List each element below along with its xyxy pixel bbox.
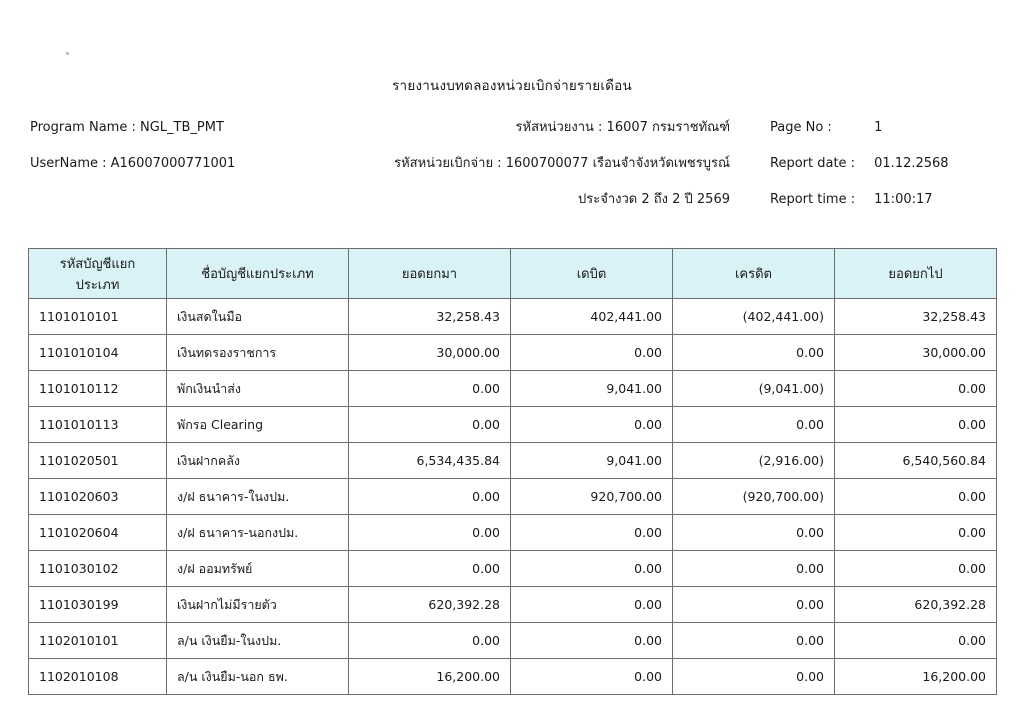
column-header-opening-balance: ยอดยกมา (349, 249, 511, 299)
cell-opening-balance: 0.00 (349, 371, 511, 407)
cell-account-code: 1102010101 (29, 623, 167, 659)
report-date-label: Report date : (770, 156, 856, 171)
cell-opening-balance: 30,000.00 (349, 335, 511, 371)
report-time-label: Report time : (770, 192, 856, 207)
cell-closing-balance: 16,200.00 (835, 659, 997, 695)
cell-credit: 0.00 (673, 623, 835, 659)
page-no-value: 1 (874, 120, 883, 135)
cell-closing-balance: 32,258.43 (835, 299, 997, 335)
period-line: ประจำงวด 2 ถึง 2 ปี 2569 (578, 192, 730, 207)
header-left-block (30, 110, 360, 182)
table-row (29, 659, 997, 695)
cell-account-name: พักรอ Clearing (167, 407, 349, 443)
cell-account-code: 1101030199 (29, 587, 167, 623)
page-speck (66, 52, 69, 55)
cell-account-code: 1101020603 (29, 479, 167, 515)
cell-debit: 920,700.00 (511, 479, 673, 515)
column-header-debit: เดบิต (511, 249, 673, 299)
username-row (30, 146, 360, 182)
report-date-value: 01.12.2568 (874, 156, 949, 171)
report-time-value: 11:00:17 (874, 192, 933, 207)
cell-opening-balance: 0.00 (349, 407, 511, 443)
header-right-block (770, 110, 1010, 218)
cell-account-name: พักเงินนำส่ง (167, 371, 349, 407)
cell-account-name: เงินฝากไม่มีรายตัว (167, 587, 349, 623)
table-row (29, 587, 997, 623)
column-header-account-code: รหัสบัญชีแยกประเภท (29, 249, 167, 299)
cell-debit: 0.00 (511, 407, 673, 443)
cell-closing-balance: 0.00 (835, 623, 997, 659)
table-row (29, 623, 997, 659)
table-row (29, 443, 997, 479)
cell-account-code: 1101030102 (29, 551, 167, 587)
program-name-value: NGL_TB_PMT (140, 120, 224, 135)
cell-closing-balance: 30,000.00 (835, 335, 997, 371)
cell-opening-balance: 0.00 (349, 479, 511, 515)
table-row (29, 515, 997, 551)
cell-credit: 0.00 (673, 659, 835, 695)
column-header-credit: เครดิต (673, 249, 835, 299)
cell-opening-balance: 32,258.43 (349, 299, 511, 335)
cell-account-name: ง/ฝ ธนาคาร-ในงปม. (167, 479, 349, 515)
cell-account-code: 1101020501 (29, 443, 167, 479)
cell-credit: (9,041.00) (673, 371, 835, 407)
cell-account-code: 1102010108 (29, 659, 167, 695)
cell-debit: 0.00 (511, 335, 673, 371)
cell-account-code: 1101010113 (29, 407, 167, 443)
cell-account-code: 1101020604 (29, 515, 167, 551)
program-name-row (30, 110, 360, 146)
cell-account-name: ล/น เงินยืม-ในงปม. (167, 623, 349, 659)
cell-debit: 402,441.00 (511, 299, 673, 335)
page-title: รายงานงบทดลองหน่วยเบิกจ่ายรายเดือน (392, 78, 632, 94)
table-header (29, 249, 997, 299)
cell-account-name: เงินทดรองราชการ (167, 335, 349, 371)
cell-debit: 0.00 (511, 515, 673, 551)
cell-credit: 0.00 (673, 587, 835, 623)
cell-opening-balance: 620,392.28 (349, 587, 511, 623)
cell-credit: (2,916.00) (673, 443, 835, 479)
table-body (29, 299, 997, 695)
report-header (0, 110, 1024, 220)
page-no-row (770, 110, 1010, 146)
cell-debit: 0.00 (511, 551, 673, 587)
cell-closing-balance: 0.00 (835, 515, 997, 551)
cell-account-name: เงินสดในมือ (167, 299, 349, 335)
username-label: UserName : (30, 156, 107, 171)
cell-credit: 0.00 (673, 335, 835, 371)
cell-opening-balance: 0.00 (349, 551, 511, 587)
cell-credit: (402,441.00) (673, 299, 835, 335)
column-header-closing-balance: ยอดยกไป (835, 249, 997, 299)
report-time-row (770, 182, 1010, 218)
cell-debit: 0.00 (511, 659, 673, 695)
table-row (29, 371, 997, 407)
cell-account-code: 1101010101 (29, 299, 167, 335)
cell-opening-balance: 0.00 (349, 515, 511, 551)
cell-credit: (920,700.00) (673, 479, 835, 515)
table-row (29, 551, 997, 587)
table-header-row (29, 249, 997, 299)
page-no-label: Page No : (770, 120, 832, 135)
cell-debit: 9,041.00 (511, 371, 673, 407)
cell-account-code: 1101010104 (29, 335, 167, 371)
column-header-account-name: ชื่อบัญชีแยกประเภท (167, 249, 349, 299)
username-value: A16007000771001 (110, 156, 236, 171)
cell-account-name: เงินฝากคลัง (167, 443, 349, 479)
cell-credit: 0.00 (673, 407, 835, 443)
cell-debit: 0.00 (511, 623, 673, 659)
cell-credit: 0.00 (673, 551, 835, 587)
cell-account-name: ล/น เงินยืม-นอก ธพ. (167, 659, 349, 695)
cell-opening-balance: 0.00 (349, 623, 511, 659)
cell-opening-balance: 16,200.00 (349, 659, 511, 695)
cell-account-code: 1101010112 (29, 371, 167, 407)
cell-credit: 0.00 (673, 515, 835, 551)
report-date-row (770, 146, 1010, 182)
program-name-label: Program Name : (30, 120, 136, 135)
cell-debit: 0.00 (511, 587, 673, 623)
cell-opening-balance: 6,534,435.84 (349, 443, 511, 479)
table-row (29, 479, 997, 515)
cell-closing-balance: 620,392.28 (835, 587, 997, 623)
header-center-block (330, 110, 730, 218)
agency-line: รหัสหน่วยงาน : 16007 กรมราชทัณฑ์ (515, 120, 730, 135)
cell-closing-balance: 0.00 (835, 371, 997, 407)
cell-closing-balance: 0.00 (835, 479, 997, 515)
table-row (29, 407, 997, 443)
cell-debit: 9,041.00 (511, 443, 673, 479)
cell-closing-balance: 6,540,560.84 (835, 443, 997, 479)
table-row (29, 299, 997, 335)
disbursing-unit-line: รหัสหน่วยเบิกจ่าย : 1600700077 เรือนจำจังหวัดเพชรบูรณ์ (394, 156, 730, 171)
cell-account-name: ง/ฝ ออมทรัพย์ (167, 551, 349, 587)
cell-closing-balance: 0.00 (835, 407, 997, 443)
cell-account-name: ง/ฝ ธนาคาร-นอกงปม. (167, 515, 349, 551)
trial-balance-table (28, 248, 997, 695)
cell-closing-balance: 0.00 (835, 551, 997, 587)
table-row (29, 335, 997, 371)
